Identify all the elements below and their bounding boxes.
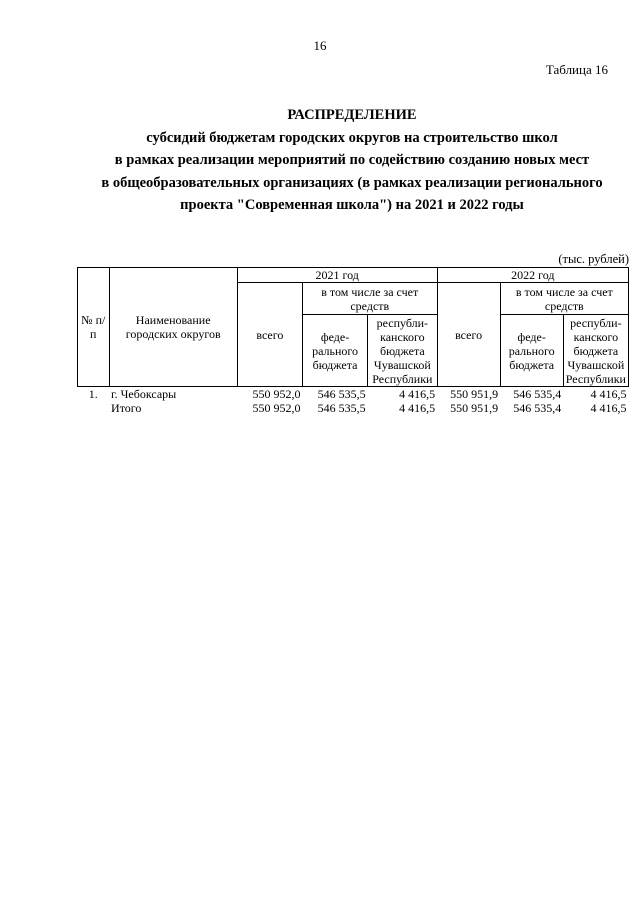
header-total-2021: всего <box>237 283 302 387</box>
table-label: Таблица 16 <box>545 62 608 77</box>
distribution-table <box>77 267 629 415</box>
header-total-2022: всего <box>437 283 500 387</box>
table-row <box>78 401 629 415</box>
header-republic-2022: республи-канского бюджета Чувашской Республики <box>563 315 628 387</box>
table-row <box>78 387 629 402</box>
row-name: г. Чебоксары <box>111 387 177 401</box>
cell-total-2021: 550 952,0 <box>252 387 301 401</box>
row-number <box>78 401 110 415</box>
row-number: 1. <box>88 387 98 401</box>
cell-republic-2022: 4 416,5 <box>590 401 627 415</box>
title-line: в общеобразовательных организациях (в рамках реализации регионального <box>101 174 603 191</box>
header-federal-2021: феде-рального бюджета <box>302 315 367 387</box>
cell-federal-2022: 546 535,4 <box>513 387 562 401</box>
units-label: (тыс. рублей) <box>558 252 629 266</box>
cell-federal-2021: 546 535,5 <box>317 401 366 415</box>
cell-total-2022: 550 951,9 <box>450 401 499 415</box>
header-including-2021: в том числе за счет средств <box>302 283 437 315</box>
cell-republic-2021: 4 416,5 <box>399 401 436 415</box>
cell-total-2022: 550 951,9 <box>450 387 499 401</box>
header-republic-2021: республи-канского бюджета Чувашской Республики <box>368 315 437 387</box>
header-including-2022: в том числе за счет средств <box>500 283 628 315</box>
title-line: проекта "Современная школа") на 2021 и 2022 годы <box>180 197 524 213</box>
cell-republic-2022: 4 416,5 <box>590 387 627 401</box>
header-number: № п/п <box>78 268 110 387</box>
cell-republic-2021: 4 416,5 <box>399 387 436 401</box>
cell-federal-2021: 546 535,5 <box>317 387 366 401</box>
cell-federal-2022: 546 535,4 <box>513 401 562 415</box>
header-year-2021: 2021 год <box>237 268 437 283</box>
title-heading: РАСПРЕДЕЛЕНИЕ <box>287 107 417 123</box>
header-federal-2022: феде-рального бюджета <box>500 315 563 387</box>
title-line: в рамках реализации мероприятий по содействию созданию новых мест <box>114 152 590 168</box>
header-name: Наименование городских округов <box>109 268 237 387</box>
row-name: Итого <box>111 401 142 415</box>
header-year-2022: 2022 год <box>437 268 628 283</box>
document-title <box>60 104 640 217</box>
cell-total-2021: 550 952,0 <box>252 401 301 415</box>
page-number: 16 <box>313 38 327 53</box>
title-line: субсидий бюджетам городских округов на строительство школ <box>146 129 558 146</box>
